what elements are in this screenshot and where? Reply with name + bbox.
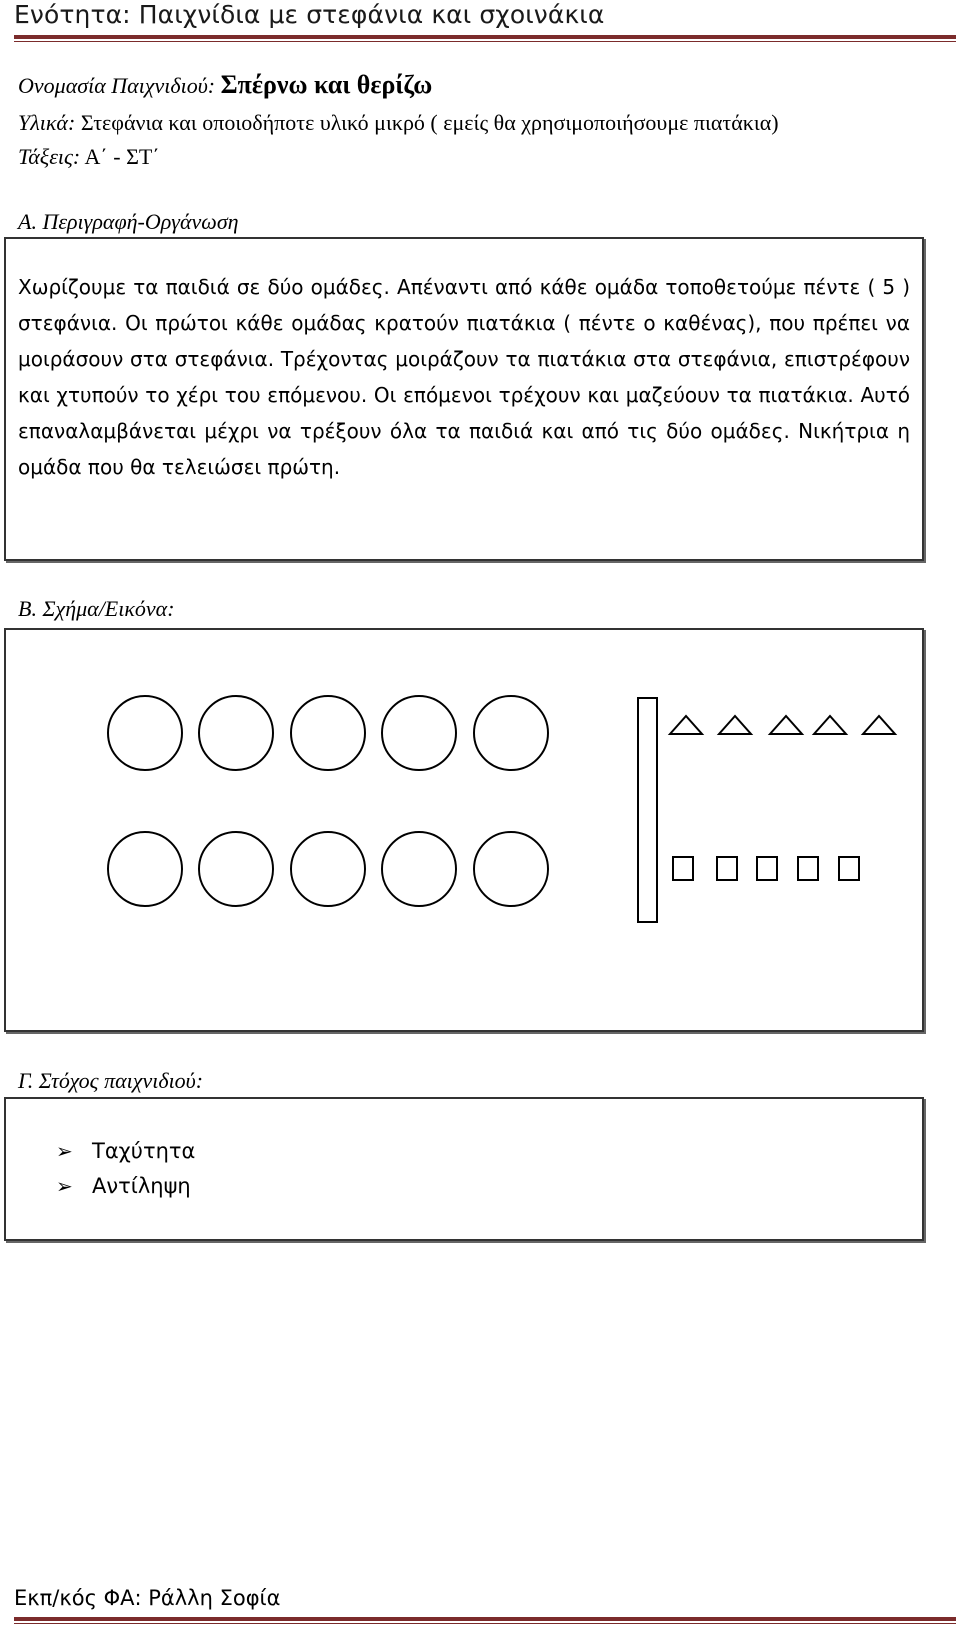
hoop-circle [291, 696, 365, 770]
triangle-marker-icon [814, 716, 846, 734]
grades-value: Α΄ - ΣΤ΄ [84, 144, 160, 169]
list-item [56, 1168, 195, 1203]
start-line-bar [638, 698, 657, 922]
square-marker-icon [717, 857, 737, 880]
hoops-top-row [108, 696, 548, 770]
description-box [4, 237, 924, 561]
materials-label: Υλικά: [18, 110, 76, 135]
goal-text: Αντίληψη [92, 1173, 191, 1198]
list-item [56, 1133, 195, 1168]
hoop-circle [291, 832, 365, 906]
team-squares [673, 857, 859, 880]
materials-line [18, 110, 779, 136]
game-name-line [18, 70, 432, 100]
hoop-circle [108, 696, 182, 770]
hoop-circle [474, 832, 548, 906]
goal-text: Ταχύτητα [92, 1138, 196, 1163]
footer-rule-thick [14, 1617, 956, 1621]
square-marker-icon [839, 857, 859, 880]
hoop-circle [199, 832, 273, 906]
goals-box [4, 1097, 924, 1241]
footer-rule-thin [14, 1623, 956, 1624]
header-rule-thin [14, 41, 956, 42]
game-name-value: Σπέρνω και θερίζω [220, 70, 433, 99]
page-header-title: Ενότητα: Παιχνίδια με στεφάνια και σχοινάκια [14, 0, 605, 29]
section-c-label: Γ. Στόχος παιχνιδιού: [18, 1068, 204, 1093]
triangle-marker-icon [670, 716, 702, 734]
materials-value: Στεφάνια και οποιοδήποτε υλικό μικρό ( εμείς θα χρησιμοποιήσουμε πιατάκια) [80, 110, 779, 135]
hoops-bottom-row [108, 832, 548, 906]
footer-author: Εκπ/κός ΦΑ: Ράλλη Σοφία [14, 1586, 281, 1610]
square-marker-icon [757, 857, 777, 880]
square-marker-icon [798, 857, 818, 880]
triangle-marker-icon [770, 716, 802, 734]
game-name-label: Ονομασία Παιχνιδιού: [18, 73, 216, 98]
hoop-circle [474, 696, 548, 770]
hoop-circle [382, 832, 456, 906]
hoop-circle [199, 696, 273, 770]
arrow-bullet-icon: ➢ [56, 1173, 73, 1198]
hoop-circle [382, 696, 456, 770]
diagram-box [4, 628, 924, 1032]
header-rule-thick [14, 35, 956, 39]
grades-label: Τάξεις: [18, 144, 81, 169]
section-a-label: Α. Περιγραφή-Οργάνωση [18, 209, 239, 234]
description-text: Χωρίζουμε τα παιδιά σε δύο ομάδες. Απέναντι από κάθε ομάδα τοποθετούμε πέντε ( 5 ) στεφάνια. Οι πρώτοι κάθε ομάδας κρατούν πιατάκια ( πέντε ο καθένας), που πρέπει να μοιράσουν στα στεφάνια. Τρέχοντας μοιράζουν τα πιατάκια στα στεφάνια, επιστρέφουν και χτυπούν το χέρι του επόμενου. Οι επόμενοι τρέχουν και μαζεύουν τα πιατάκια. Αυτό επαναλαμβάνεται μέχρι να τρέξουν όλα τα παιδιά και από τις δύο ομάδες. Νικήτρια η ομάδα που θα τελειώσει πρώτη. [18, 275, 910, 479]
hoop-circle [108, 832, 182, 906]
game-diagram [6, 630, 922, 1030]
team-triangles [670, 716, 895, 734]
goals-list [56, 1133, 195, 1203]
arrow-bullet-icon: ➢ [56, 1138, 73, 1163]
triangle-marker-icon [719, 716, 751, 734]
square-marker-icon [673, 857, 693, 880]
section-b-label: Β. Σχήμα/Εικόνα: [18, 596, 175, 621]
grades-line [18, 144, 160, 170]
triangle-marker-icon [863, 716, 895, 734]
